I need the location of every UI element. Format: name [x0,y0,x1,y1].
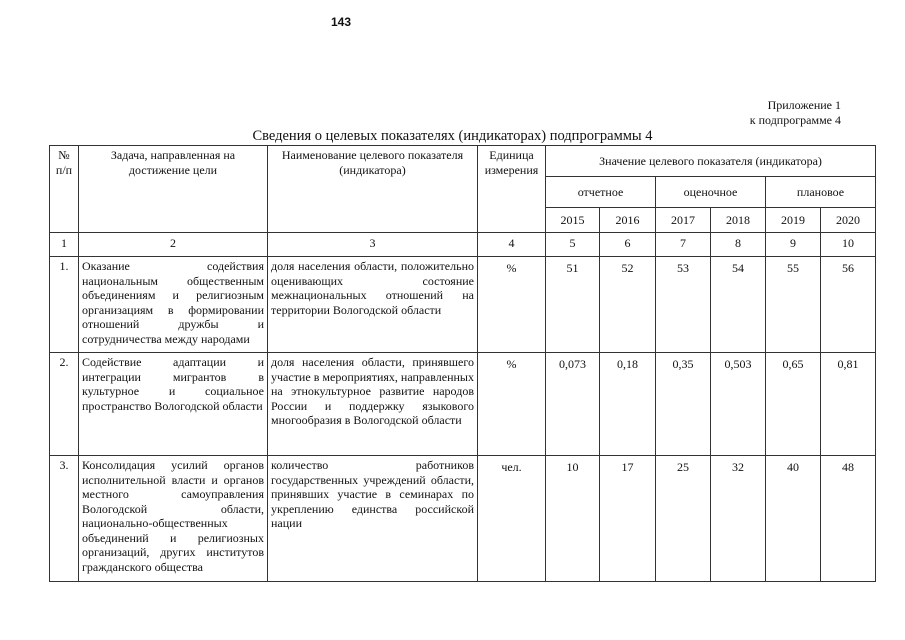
row-value: 52 [600,257,656,353]
header-num: № п/п [50,146,79,233]
table-row [50,353,876,456]
header-estimated: оценочное [656,177,766,208]
row-indicator: количество работников государственных учреждений области, принявших участие в семинарах по укреплению единства российской нации [268,456,478,582]
row-value: 32 [711,456,766,582]
column-index: 1 [50,233,79,257]
row-unit: чел. [478,456,546,582]
header-reported: отчетное [546,177,656,208]
row-unit: % [478,257,546,353]
row-indicator: доля населения области, принявшего участие в мероприятиях, направленных на этнокультурное развитие народов России и поддержку языкового многообразия в Вологодской области [268,353,478,456]
row-value: 0,073 [546,353,600,456]
column-index: 10 [821,233,876,257]
row-value: 51 [546,257,600,353]
column-index: 3 [268,233,478,257]
column-index: 6 [600,233,656,257]
row-value: 10 [546,456,600,582]
row-value: 54 [711,257,766,353]
row-value: 17 [600,456,656,582]
column-index: 2 [79,233,268,257]
row-value: 48 [821,456,876,582]
row-value: 0,18 [600,353,656,456]
row-value: 40 [766,456,821,582]
table-row [50,456,876,582]
row-value: 0,35 [656,353,711,456]
row-task: Консолидация усилий органов исполнительной власти и органов местного самоуправления Вологодской области, национально-общественных объединений и религиозных организаций, других институтов гражданского общества [79,456,268,582]
row-task: Оказание содействия национальным общественным объединениям и религиозным организациям в формировании отношений дружбы и сотрудничества между народами [79,257,268,353]
row-indicator: доля населения области, положительно оценивающих состояние межнациональных отношений на территории Вологодской области [268,257,478,353]
header-value: Значение целевого показателя (индикатора) [546,146,876,177]
header-indicator: Наименование целевого показателя (индикатора) [268,146,478,233]
row-value: 53 [656,257,711,353]
column-index: 8 [711,233,766,257]
table-row [50,257,876,353]
row-num: 3. [50,456,79,582]
column-index: 5 [546,233,600,257]
row-value: 0,503 [711,353,766,456]
header-unit: Единица измерения [478,146,546,233]
row-value: 0,65 [766,353,821,456]
appendix-note [750,98,841,128]
page-number: 143 [331,15,352,29]
row-value: 56 [821,257,876,353]
year-header: 2016 [600,208,656,233]
year-header: 2017 [656,208,711,233]
header-task: Задача, направленная на достижение цели [79,146,268,233]
year-header: 2018 [711,208,766,233]
row-value: 25 [656,456,711,582]
column-index: 9 [766,233,821,257]
column-index-row [50,233,876,257]
indicators-table [49,145,876,582]
row-unit: % [478,353,546,456]
row-task: Содействие адаптации и интеграции мигрантов в культурное и социальное пространство Вологодской области [79,353,268,456]
appendix-line-1: Приложение 1 [767,98,841,112]
header-planned: плановое [766,177,876,208]
row-value: 55 [766,257,821,353]
document-title: Сведения о целевых показателях (индикаторах) подпрограммы 4 [252,128,653,144]
row-num: 2. [50,353,79,456]
row-num: 1. [50,257,79,353]
appendix-line-2: к подпрограмме 4 [749,113,841,127]
year-header: 2019 [766,208,821,233]
column-index: 4 [478,233,546,257]
column-index: 7 [656,233,711,257]
year-header: 2020 [821,208,876,233]
row-value: 0,81 [821,353,876,456]
year-header: 2015 [546,208,600,233]
